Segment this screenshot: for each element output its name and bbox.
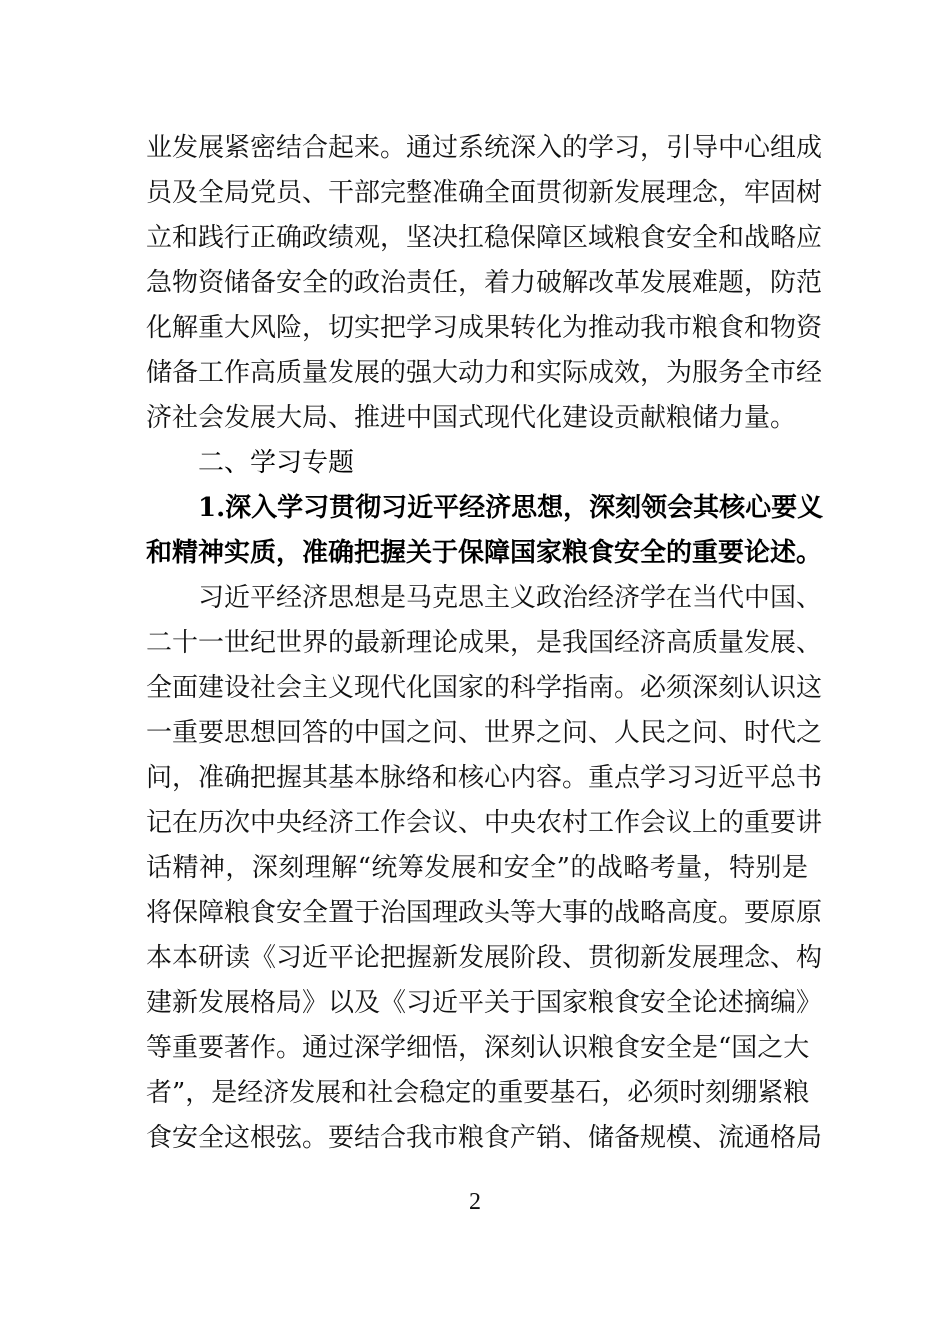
paragraph-2-line-10: 建新发展格局》以及《习近平关于国家粮食安全论述摘编》 — [146, 988, 823, 1018]
paragraph-2-line-1: 习近平经济思想是马克思主义政治经济学在当代中国、 — [198, 583, 823, 613]
paragraph-1-line-4: 急物资储备安全的政治责任，着力破解改革发展难题，防范 — [146, 268, 823, 298]
paragraph-2-line-8: 将保障粮食安全置于治国理政头等大事的战略高度。要原原 — [146, 898, 823, 928]
paragraph-2-line-5: 问，准确把握其基本脉络和核心内容。重点学习习近平总书 — [146, 763, 823, 793]
section-heading: 二、学习专题 — [198, 448, 355, 478]
paragraph-2-line-9: 本本研读《习近平论把握新发展阶段、贯彻新发展理念、构 — [146, 943, 823, 973]
paragraph-2-line-7: 话精神，深刻理解“统筹发展和安全”的战略考量，特别是 — [146, 853, 808, 883]
paragraph-2-line-4: 一重要思想回答的中国之问、世界之问、人民之问、时代之 — [146, 718, 823, 748]
paragraph-1-line-6: 储备工作高质量发展的强大动力和实际成效，为服务全市经 — [146, 358, 823, 388]
paragraph-1-line-5: 化解重大风险，切实把学习成果转化为推动我市粮食和物资 — [146, 313, 823, 343]
topic-1-heading-line-1: 1.深入学习贯彻习近平经济思想，深刻领会其核心要义 — [198, 493, 824, 523]
paragraph-1-line-1: 业发展紧密结合起来。通过系统深入的学习，引导中心组成 — [146, 133, 823, 163]
paragraph-1-line-3: 立和践行正确政绩观，坚决扛稳保障区域粮食安全和战略应 — [146, 223, 823, 253]
paragraph-2-line-2: 二十一世纪世界的最新理论成果，是我国经济高质量发展、 — [146, 628, 823, 658]
paragraph-2-line-11: 等重要著作。通过深学细悟，深刻认识粮食安全是“国之大 — [146, 1033, 810, 1063]
topic-1-heading-line-2: 和精神实质，准确把握关于保障国家粮食安全的重要论述。 — [146, 538, 823, 568]
paragraph-2-line-3: 全面建设社会主义现代化国家的科学指南。必须深刻认识这 — [146, 673, 823, 703]
paragraph-2-line-6: 记在历次中央经济工作会议、中央农村工作会议上的重要讲 — [146, 808, 823, 838]
paragraph-2-line-13: 食安全这根弦。要结合我市粮食产销、储备规模、流通格局 — [146, 1123, 823, 1153]
paragraph-2-line-12: 者”，是经济发展和社会稳定的重要基石，必须时刻绷紧粮 — [146, 1078, 810, 1108]
paragraph-1-line-7: 济社会发展大局、推进中国式现代化建设贡献粮储力量。 — [146, 403, 797, 433]
page-number: 2 — [469, 1189, 481, 1215]
paragraph-1-line-2: 员及全局党员、干部完整准确全面贯彻新发展理念，牢固树 — [146, 178, 823, 208]
